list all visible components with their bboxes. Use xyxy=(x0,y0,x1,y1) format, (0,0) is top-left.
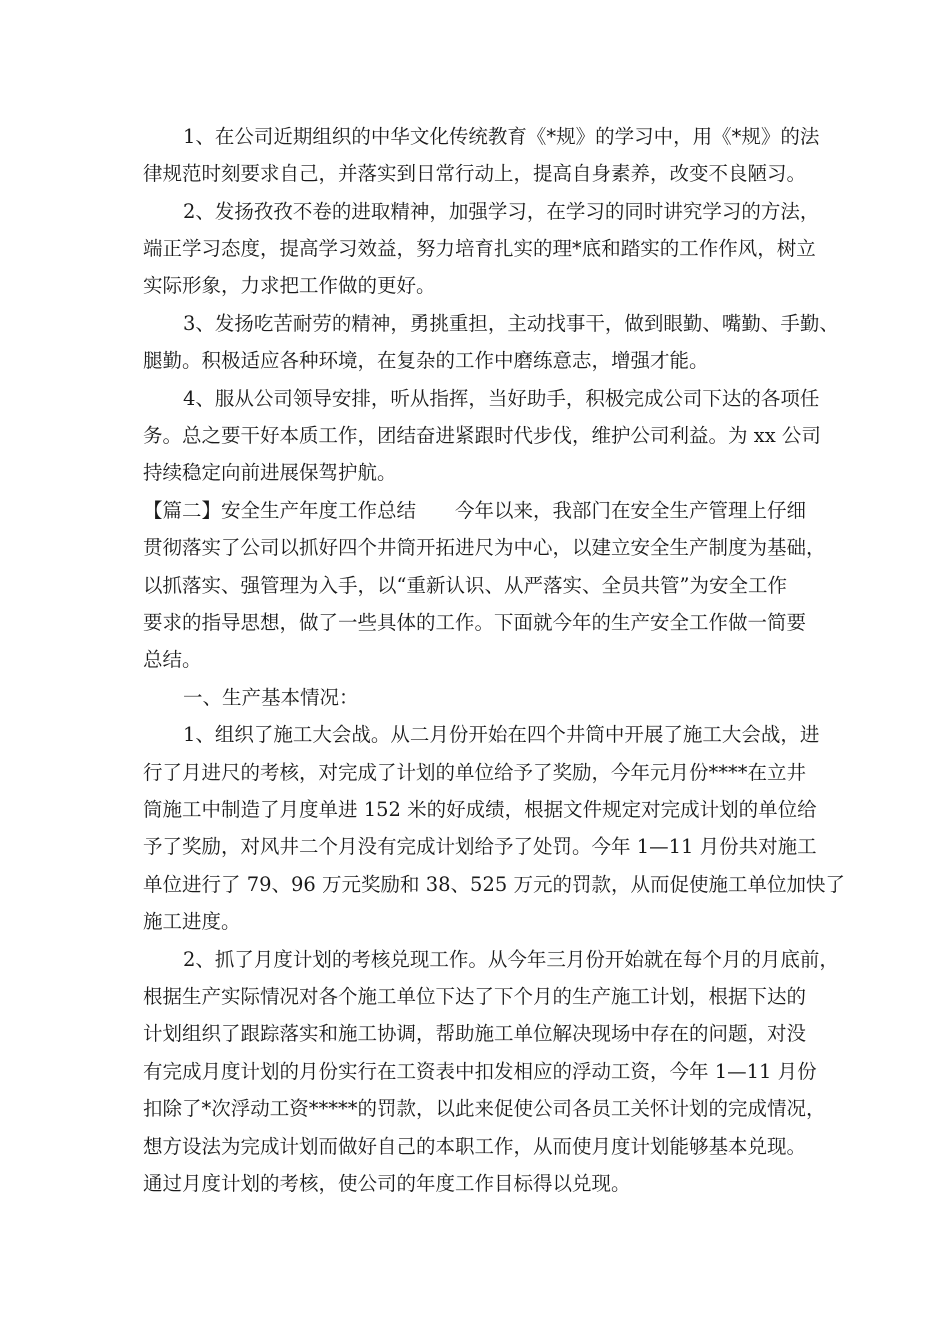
text-line: 筒施工中制造了月度单进 152 米的好成绩，根据文件规定对完成计划的单位给 xyxy=(143,798,817,821)
text-line: 端正学习态度，提高学习效益，努力培育扎实的理*底和踏实的工作作风，树立 xyxy=(143,237,816,260)
text-line: 3、发扬吃苦耐劳的精神，勇挑重担，主动找事干，做到眼勤、嘴勤、手勤、 xyxy=(183,312,839,335)
text-line: 总结。 xyxy=(143,648,202,671)
text-line: 2、抓了月度计划的考核兑现工作。从今年三月份开始就在每个月的月底前， xyxy=(183,948,839,971)
text-line: 律规范时刻要求自己，并落实到日常行动上，提高自身素养，改变不良陋习。 xyxy=(143,162,807,185)
text-line: 根据生产实际情况对各个施工单位下达了下个月的生产施工计划，根据下达的 xyxy=(143,985,807,1008)
subsection-heading: 一、生产基本情况： xyxy=(183,686,359,709)
text-line: 腿勤。积极适应各种环境，在复杂的工作中磨练意志，增强才能。 xyxy=(143,349,709,372)
text-line: 实际形象，力求把工作做的更好。 xyxy=(143,274,436,297)
text-line: 施工进度。 xyxy=(143,910,241,933)
text-line: 予了奖励，对风井二个月没有完成计划给予了处罚。今年 1—11 月份共对施工 xyxy=(143,835,817,858)
text-line: 1、组织了施工大会战。从二月份开始在四个井筒中开展了施工大会战，进 xyxy=(183,723,820,746)
text-line: 有完成月度计划的月份实行在工资表中扣发相应的浮动工资，今年 1—11 月份 xyxy=(143,1060,817,1083)
text-line: 以抓落实、强管理为入手，以“重新认识、从严落实、全员共管”为安全工作 xyxy=(143,574,787,597)
text-line: 想方设法为完成计划而做好自己的本职工作，从而使月度计划能够基本兑现。 xyxy=(143,1135,807,1158)
text-line: 持续稳定向前进展保驾护航。 xyxy=(143,461,397,484)
text-line: 单位进行了 79、96 万元奖励和 38、525 万元的罚款，从而促使施工单位加快了 xyxy=(143,873,845,896)
text-line: 行了月进尺的考核，对完成了计划的单位给予了奖励，今年元月份****在立井 xyxy=(143,761,807,784)
text-line: 1、在公司近期组织的中华文化传统教育《*规》的学习中，用《*规》的法 xyxy=(183,125,820,148)
text-line: 4、服从公司领导安排，听从指挥，当好助手，积极完成公司下达的各项任 xyxy=(183,387,820,410)
text-line: 务。总之要干好本质工作，团结奋进紧跟时代步伐，维护公司利益。为 xx 公司 xyxy=(143,424,821,447)
text-line: 要求的指导思想，做了一些具体的工作。下面就今年的生产安全工作做一简要 xyxy=(143,611,807,634)
text-line: 扣除了*次浮动工资*****的罚款，以此来促使公司各员工关怀计划的完成情况， xyxy=(143,1097,826,1120)
text-line: 计划组织了跟踪落实和施工协调，帮助施工单位解决现场中存在的问题，对没 xyxy=(143,1022,807,1045)
text-line: 通过月度计划的考核，使公司的年度工作目标得以兑现。 xyxy=(143,1172,631,1195)
text-line: 2、发扬孜孜不卷的进取精神，加强学习，在学习的同时讲究学习的方法， xyxy=(183,200,820,223)
text-line: 贯彻落实了公司以抓好四个井筒开拓进尺为中心，以建立安全生产制度为基础， xyxy=(143,536,826,559)
section-heading-line: 【篇二】安全生产年度工作总结 今年以来，我部门在安全生产管理上仔细 xyxy=(143,499,807,522)
